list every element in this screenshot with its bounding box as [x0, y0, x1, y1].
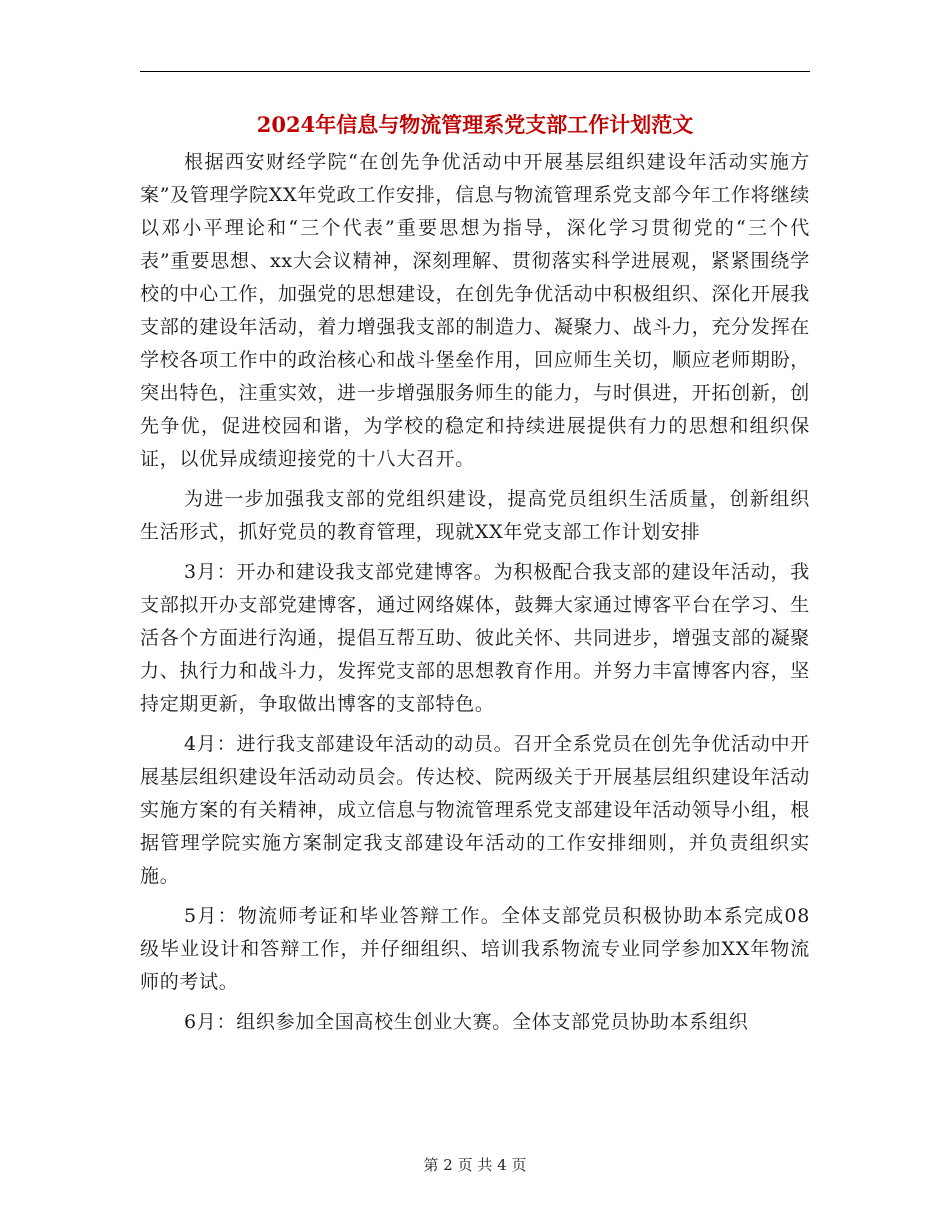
paragraph-april: 4月：进行我支部建设年活动的动员。召开全系党员在创先争优活动中开展基层组织建设年活动动员会。传达校、院两级关于开展基层组织建设年活动实施方案的有关精神，成立信息与物流管理系党支部建设年活动领导小组，根据管理学院实施方案制定我支部建设年活动的工作安排细则，并负责组织实施。	[140, 733, 810, 887]
paragraph-june: 6月：组织参加全国高校生创业大赛。全体支部党员协助本系组织	[184, 1011, 749, 1033]
header-rule	[140, 71, 810, 72]
paragraph-purpose: 为进一步加强我支部的党组织建设，提高党员组织生活质量，创新组织生活形式，抓好党员的教育管理，现就XX年党支部工作计划安排	[140, 488, 810, 543]
paragraph-may: 5月：物流师考证和毕业答辩工作。全体支部党员积极协助本系完成08级毕业设计和答辩工作，并仔细组织、培训我系物流专业同学参加XX年物流师的考试。	[140, 905, 810, 993]
page-number: 第 2 页 共 4 页	[423, 1156, 527, 1174]
document-body	[140, 146, 810, 1046]
paragraph-intro: 根据西安财经学院“在创先争优活动中开展基层组织建设年活动实施方案”及管理学院XX年党政工作安排，信息与物流管理系党支部今年工作将继续以邓小平理论和“三个代表”重要思想为指导，深化学习贯彻党的“三个代表”重要思想、xx大会议精神，深刻理解、贯彻落实科学进展观，紧紧围绕学校的中心工作，加强党的思想建设，在创先争优活动中积极组织、深化开展我支部的建设年活动，着力增强我支部的制造力、凝聚力、战斗力，充分发挥在学校各项工作中的政治核心和战斗堡垒作用，回应师生关切，顺应老师期盼，突出特色，注重实效，进一步增强服务师生的能力，与时俱进，开拓创新，创先争优，促进校园和谐，为学校的稳定和持续进展提供有力的思想和组织保证，以优异成绩迎接党的十八大召开。	[140, 151, 810, 470]
document-title: 2024年信息与物流管理系党支部工作计划范文	[256, 112, 694, 137]
paragraph-march: 3月：开办和建设我支部党建博客。为积极配合我支部的建设年活动，我支部拟开办支部党建博客，通过网络媒体，鼓舞大家通过博客平台在学习、生活各个方面进行沟通，提倡互帮互助、彼此关怀、共同进步，增强支部的凝聚力、执行力和战斗力，发挥党支部的思想教育作用。并努力丰富博客内容，坚持定期更新，争取做出博客的支部特色。	[140, 561, 810, 715]
